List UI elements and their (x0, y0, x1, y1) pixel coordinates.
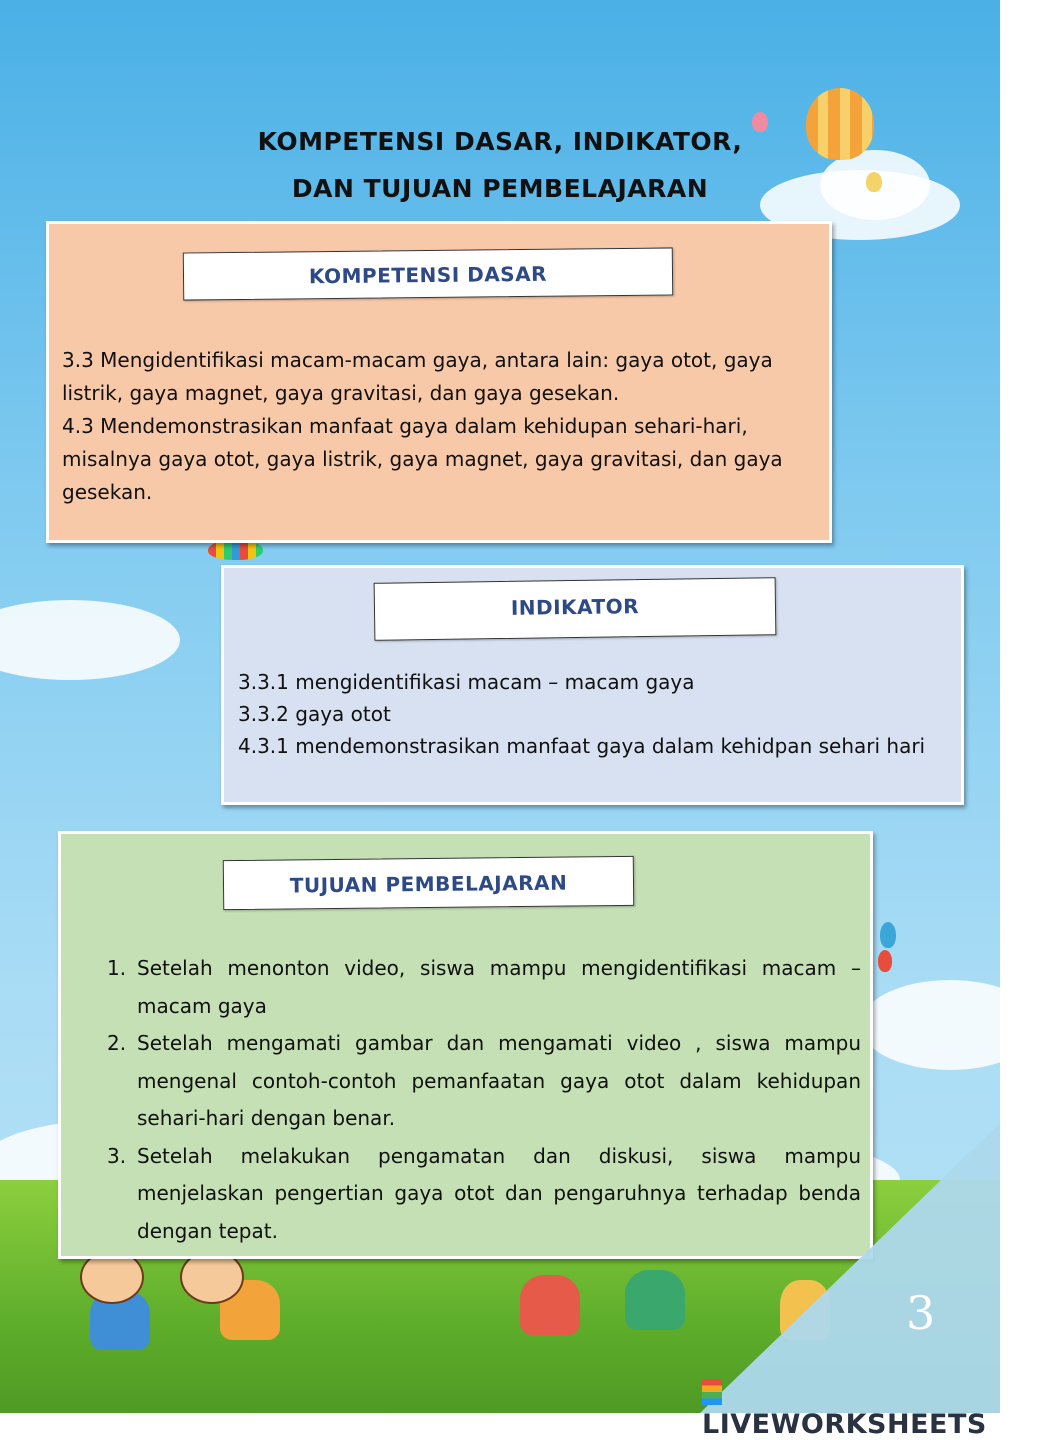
indikator-item: 3.3.2 gaya otot (238, 702, 391, 726)
balloon-icon (880, 922, 896, 948)
indikator-text (238, 666, 938, 762)
page-title-line-1: KOMPETENSI DASAR, INDIKATOR, (257, 127, 743, 156)
page-number: 3 (906, 1286, 936, 1340)
kompetensi-dasar-heading: KOMPETENSI DASAR (183, 247, 673, 300)
kompetensi-dasar-text (62, 344, 822, 509)
indikator-heading: INDIKATOR (374, 577, 777, 641)
kd-item: 3.3 Mengidentifikasi macam-macam gaya, antara lain: gaya otot, gaya listrik, gaya magnet, gaya gravitasi, dan gaya gesekan. (62, 348, 773, 405)
brand-logo[interactable] (702, 1378, 1000, 1440)
page-corner-decoration (700, 1123, 1000, 1413)
liveworksheets-logo-icon (702, 1379, 722, 1405)
list-item-text: Setelah melakukan pengamatan dan diskusi, siswa mampu menjelaskan pengertian gaya otot dan pengaruhnya terhadap benda dengan tepat. (137, 1143, 861, 1243)
indikator-item: 3.3.1 mengidentifikasi macam – macam gaya (238, 670, 695, 694)
list-number: 2. (107, 1031, 127, 1055)
list-item (101, 1025, 861, 1138)
kd-item: 4.3 Mendemonstrasikan manfaat gaya dalam kehidupan sehari-hari, misalnya gaya otot, gaya listrik, gaya magnet, gaya gravitasi, dan gaya gesekan. (62, 414, 783, 504)
child-illustration (625, 1270, 685, 1330)
kompetensi-dasar-panel (46, 221, 832, 543)
list-number: 1. (107, 956, 127, 980)
list-item-text: Setelah menonton video, siswa mampu mengidentifikasi macam – macam gaya (137, 956, 861, 1018)
list-item-text: Setelah mengamati gambar dan mengamati video , siswa mampu mengenal contoh-contoh pemanfaatan gaya otot dalam kehidupan sehari-hari dengan benar. (137, 1031, 861, 1130)
indikator-panel (221, 565, 964, 805)
child-illustration (520, 1275, 580, 1335)
cloud-decoration (860, 980, 1040, 1070)
balloon-icon (208, 540, 263, 560)
page-title-line-2: DAN TUJUAN PEMBELAJARAN (291, 174, 709, 203)
balloon-icon (878, 950, 892, 972)
brand-name: LIVEWORKSHEETS (702, 1409, 987, 1440)
tujuan-pembelajaran-heading: TUJUAN PEMBELAJARAN (223, 856, 635, 910)
cloud-decoration (0, 600, 180, 680)
indikator-item: 4.3.1 mendemonstrasikan manfaat gaya dalam kehidpan sehari hari (238, 734, 926, 758)
list-item (101, 950, 861, 1025)
list-number: 3. (107, 1143, 127, 1168)
